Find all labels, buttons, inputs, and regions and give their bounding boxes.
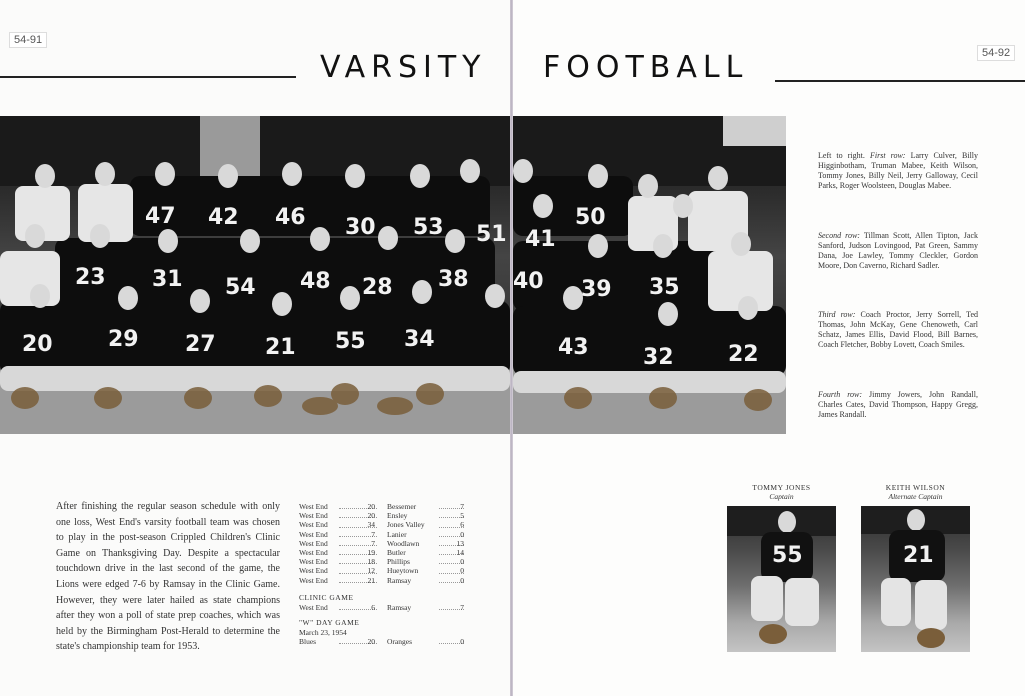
- score: 12: [339, 566, 377, 573]
- opponent-score: 14: [439, 548, 464, 555]
- title-left: VARSITY: [320, 50, 487, 85]
- score-row: [299, 502, 464, 511]
- opponent-score: 0: [439, 637, 464, 644]
- title-rule-left: [0, 76, 296, 78]
- jersey-number: 50: [575, 205, 606, 230]
- opponent-score: 7: [439, 502, 464, 509]
- opponent: Bessemer: [387, 502, 417, 511]
- caption-label: Fourth row:: [818, 390, 863, 399]
- jersey-number: 41: [525, 227, 556, 252]
- jersey-number: 51: [476, 222, 507, 247]
- score: 7: [339, 530, 377, 537]
- page-number-left: 54-91: [9, 32, 47, 48]
- score-row: [299, 539, 464, 548]
- season-scores-table: [299, 502, 464, 646]
- w-day-game-date: March 23, 1954: [299, 627, 347, 637]
- jersey-number: 47: [145, 204, 176, 229]
- score-row: [299, 566, 464, 575]
- team: West End: [299, 511, 328, 521]
- team: West End: [299, 502, 328, 511]
- captain-role: Alternate Captain: [888, 492, 943, 501]
- clinic-game-row: [299, 603, 464, 612]
- score: 34: [339, 520, 377, 527]
- opponent-score: 6: [439, 520, 464, 527]
- alternate-captain-caption: [861, 483, 970, 501]
- score: 20: [339, 637, 377, 644]
- jersey-number: 32: [643, 345, 674, 370]
- score: 21: [339, 576, 377, 583]
- left-page: [0, 0, 510, 696]
- score-row: [299, 548, 464, 557]
- jersey-number: 34: [404, 327, 435, 352]
- team-photo-left: [0, 116, 510, 434]
- jersey-number: 21: [265, 335, 296, 360]
- jersey-number: 39: [581, 277, 612, 302]
- opponent: Oranges: [387, 636, 412, 646]
- jersey-number: 35: [649, 275, 680, 300]
- jersey-number: 54: [225, 275, 256, 300]
- captain-portrait: [727, 506, 836, 652]
- opponent: Lanier: [387, 529, 407, 539]
- opponent-score: 0: [439, 576, 464, 583]
- jersey-number: 31: [152, 267, 183, 292]
- caption-names: Tillman Scott, Allen Tipton, Jack Sanford, Judson Lovingood, Pat Green, Sammy Dana, Joe Lawley, Tommy Cleckler, Gordon Moore, Don Caverno, Richard Sadler.: [818, 231, 978, 270]
- w-day-game-row: [299, 637, 464, 646]
- jersey-number: 40: [513, 269, 544, 294]
- caption-second-row: [818, 231, 978, 271]
- caption-label: Second row:: [818, 231, 860, 240]
- opponent-score: 13: [439, 539, 464, 546]
- score: 18: [339, 557, 377, 564]
- captain-name: TOMMY JONES: [752, 483, 811, 492]
- opponent: Ramsay: [387, 575, 412, 585]
- team: West End: [299, 575, 328, 585]
- team-photo-right: [513, 116, 786, 434]
- opponent: Ensley: [387, 511, 408, 521]
- clinic-game-title: CLINIC GAME: [299, 592, 354, 602]
- captain-caption: [727, 483, 836, 501]
- opponent: Butler: [387, 547, 406, 557]
- score: 20: [339, 511, 377, 518]
- captain-jersey-number: 21: [903, 543, 934, 568]
- jersey-number: 23: [75, 265, 106, 290]
- title-right: FOOTBALL: [543, 50, 749, 85]
- opponent: Woodlawn: [387, 538, 420, 548]
- opponent-score: 7: [439, 603, 464, 610]
- opponent: Jones Valley: [387, 520, 425, 530]
- score-row: [299, 557, 464, 566]
- jersey-number: 46: [275, 205, 306, 230]
- caption-names: Coach Proctor, Jerry Sorrell, Ted Thomas, John McKay, Gene Chenoweth, Carl Schatz, James Ellis, David Flood, Bill Barnes, Coach Fletcher, Bobby Lovett, Coach Smiles.: [818, 310, 978, 349]
- jersey-number: 38: [438, 267, 469, 292]
- score: 7: [339, 539, 377, 546]
- team: West End: [299, 602, 328, 612]
- opponent-score: 5: [439, 511, 464, 518]
- title-rule-right: [775, 80, 1025, 82]
- captain-jersey-number: 55: [772, 543, 803, 568]
- w-day-game-title: "W" DAY GAME: [299, 617, 360, 627]
- opponent: Phillips: [387, 557, 410, 567]
- jersey-number: 29: [108, 327, 139, 352]
- caption-label: First row:: [869, 151, 906, 160]
- team: West End: [299, 547, 328, 557]
- jersey-number: 28: [362, 275, 393, 300]
- jersey-number: 30: [345, 215, 376, 240]
- team: West End: [299, 538, 328, 548]
- jersey-number: 42: [208, 205, 239, 230]
- right-page: [513, 0, 1025, 696]
- score: 19: [339, 548, 377, 555]
- caption-label: Third row:: [818, 310, 856, 319]
- jersey-number: 48: [300, 269, 331, 294]
- jersey-number: 27: [185, 332, 216, 357]
- score-row: [299, 530, 464, 539]
- score-row: [299, 511, 464, 520]
- jersey-number: 55: [335, 329, 366, 354]
- opponent-score: 0: [439, 557, 464, 564]
- caption-names: Jimmy Jowers, John Randall, Charles Cates, David Thompson, Happy Gregg, James Randall.: [818, 390, 978, 419]
- score: 6: [339, 603, 377, 610]
- jersey-number: 53: [413, 215, 444, 240]
- jersey-number: 20: [22, 332, 53, 357]
- caption-lead: Left to right.: [818, 151, 865, 160]
- caption-first-row: [818, 151, 978, 191]
- team: West End: [299, 529, 328, 539]
- opponent-score: 0: [439, 566, 464, 573]
- score-row: [299, 576, 464, 585]
- jersey-number: 43: [558, 335, 589, 360]
- captain-name: KEITH WILSON: [885, 483, 946, 492]
- team: West End: [299, 566, 328, 576]
- score: 20: [339, 502, 377, 509]
- season-summary-text: After finishing the regular season schedule with only one loss, West End's varsity football team was chosen to play in the post-season Crippled Children's Clinic Game on Thanksgiving Day. Despite a spectacular touchdown drive in the last second of the game, the Lions were edged 7-6 by Ramsay in the Clinic Game. However, they were later hailed as state champions after they won a poll of state prep coaches, which was held by the Birmingham Post-Herald to determine the state's championship team for 1953.: [56, 501, 280, 653]
- jersey-number: 22: [728, 342, 759, 367]
- opponent: Hueytown: [387, 566, 419, 576]
- page-number-right: 54-92: [977, 45, 1015, 61]
- opponent: Ramsay: [387, 602, 412, 612]
- score-row: [299, 520, 464, 529]
- caption-fourth-row: [818, 390, 978, 420]
- team: West End: [299, 557, 328, 567]
- opponent-score: 0: [439, 530, 464, 537]
- caption-names: Larry Culver, Billy Higginbotham, Truman Mabee, Keith Wilson, Tommy Jones, Billy Neil, Jerry Galloway, Cecil Parks, Roger Woolsteen, Douglas Mabee.: [818, 151, 979, 190]
- captain-role: Captain: [769, 492, 794, 501]
- caption-third-row: [818, 310, 978, 350]
- team: Blues: [299, 636, 317, 646]
- alternate-captain-portrait: [861, 506, 970, 652]
- team: West End: [299, 520, 328, 530]
